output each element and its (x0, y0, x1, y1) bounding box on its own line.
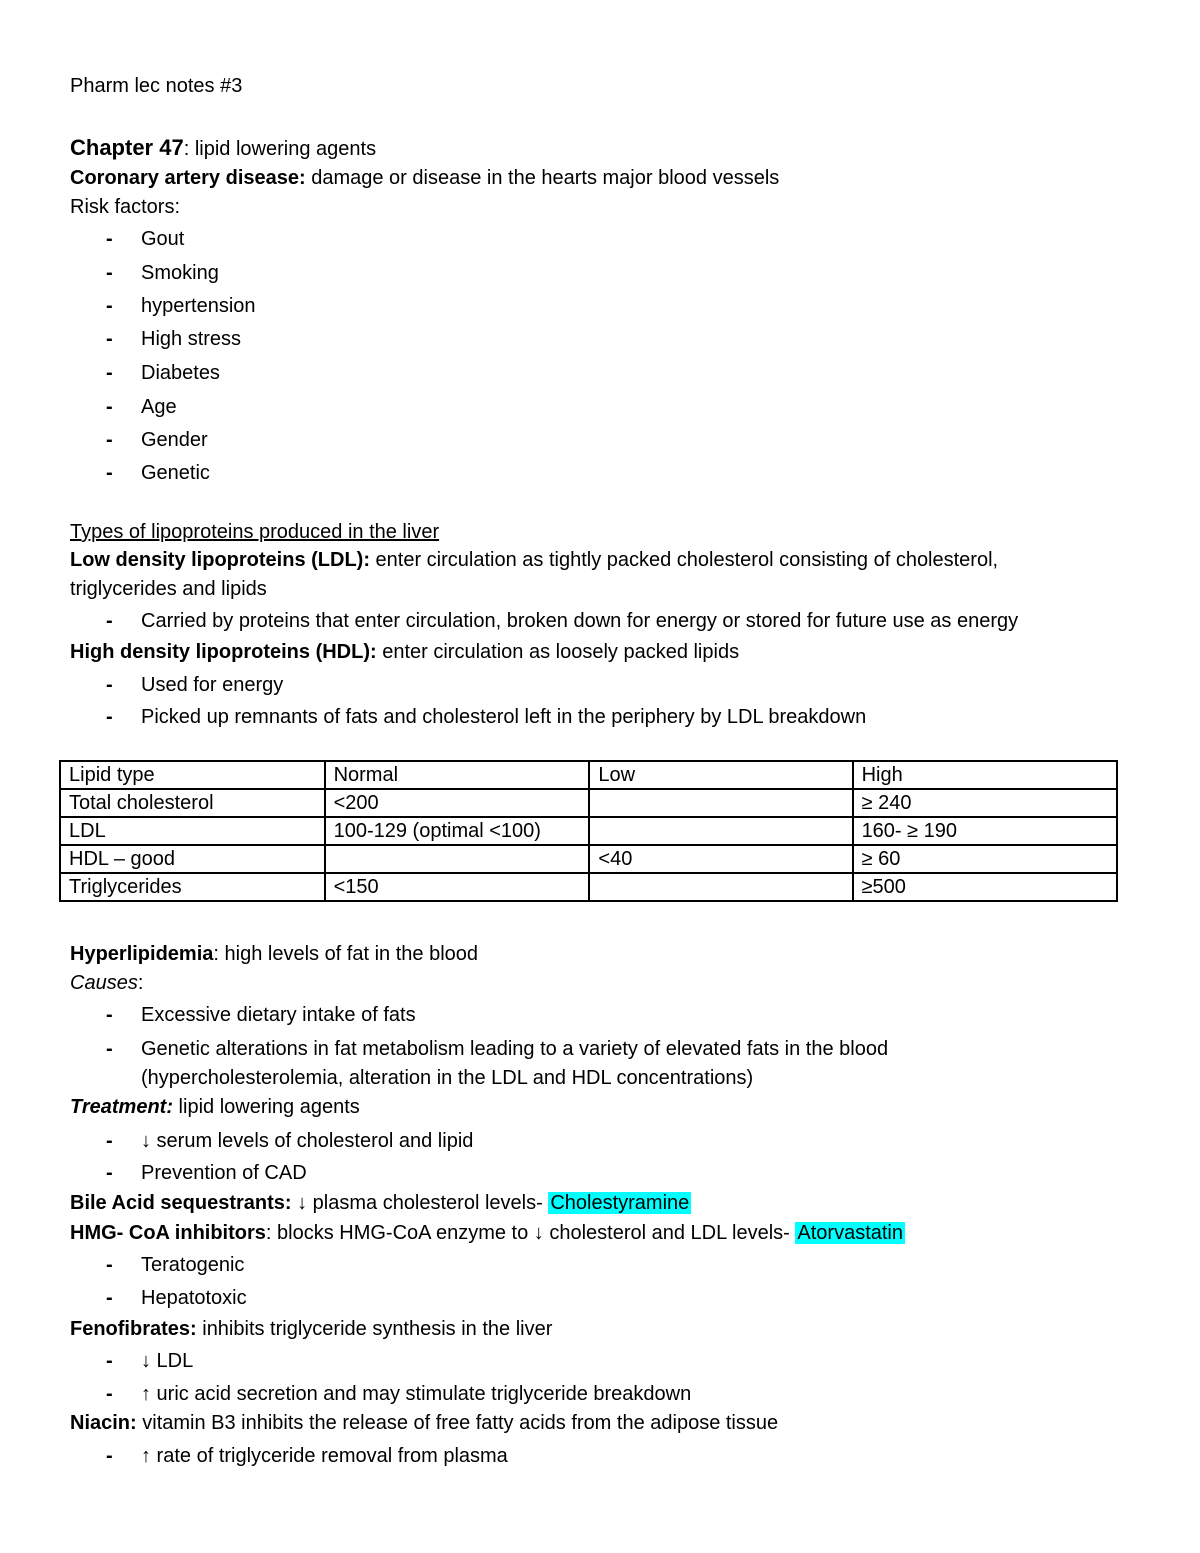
table-header-cell: Lipid type (60, 761, 325, 789)
niacin-bullet: ↑ rate of triglyceride removal from plasma (141, 1445, 508, 1467)
causes-label: Causes (70, 972, 138, 994)
table-header-row (60, 761, 1117, 789)
table-header-cell: Low (589, 761, 852, 789)
cad-definition (70, 165, 779, 191)
bile-acid-term: Bile Acid sequestrants: (70, 1192, 292, 1214)
bullet-dash: - (106, 1162, 113, 1184)
table-cell: <150 (325, 873, 590, 901)
atorvastatin-highlight: Atorvastatin (797, 1222, 903, 1244)
risk-factor-item: Gender (141, 429, 208, 451)
ldl-definition (70, 547, 998, 573)
bullet-dash: - (106, 1445, 113, 1467)
table-cell: ≥ 240 (853, 789, 1117, 817)
table-cell: ≥500 (853, 873, 1117, 901)
hdl-bullet: Used for energy (141, 674, 284, 696)
ldl-bullet: Carried by proteins that enter circulation, broken down for energy or stored for future use as energy (141, 610, 1019, 632)
fenofibrates-bullet: ↓ LDL (141, 1350, 194, 1372)
hdl-definition (70, 639, 739, 665)
ldl-definition-continued: triglycerides and lipids (70, 578, 267, 600)
hdl-bullet: Picked up remnants of fats and cholesterol left in the periphery by LDL breakdown (141, 706, 867, 728)
treatment-label: Treatment: (70, 1096, 173, 1118)
treatment-text: lipid lowering agents (173, 1096, 360, 1118)
bullet-dash: - (106, 1038, 113, 1060)
hmg-coa-text: : blocks HMG-CoA enzyme to ↓ cholesterol and LDL levels- (265, 1222, 796, 1244)
niacin-term: Niacin: (70, 1412, 137, 1434)
causes-colon: : (137, 972, 144, 994)
table-cell: <200 (325, 789, 590, 817)
table-cell: LDL (60, 817, 325, 845)
cause-item-continued: (hypercholesterolemia, alteration in the LDL and HDL concentrations) (141, 1067, 754, 1089)
table-cell: 160- ≥ 190 (853, 817, 1117, 845)
bullet-dash: - (106, 429, 113, 451)
hyperlipidemia-text: : high levels of fat in the blood (213, 943, 479, 965)
bullet-dash: - (106, 706, 113, 728)
risk-factor-item: Age (141, 396, 177, 418)
table-cell (589, 873, 852, 901)
bullet-dash: - (106, 262, 113, 284)
table-row (60, 845, 1117, 873)
bullet-dash: - (106, 295, 113, 317)
cad-term: Coronary artery disease: (70, 167, 306, 189)
risk-factors-heading: Risk factors: (70, 196, 181, 218)
bullet-dash: - (106, 1004, 113, 1026)
fenofibrates-line (70, 1316, 552, 1342)
cholestyramine-highlight: Cholestyramine (550, 1192, 690, 1214)
lipoproteins-heading: Types of lipoproteins produced in the liver (70, 521, 440, 543)
ldl-text: enter circulation as tightly packed cholesterol consisting of cholesterol, (369, 549, 999, 571)
hyperlipidemia-definition (70, 941, 478, 967)
fenofibrates-term: Fenofibrates: (70, 1318, 197, 1340)
table-cell: ≥ 60 (853, 845, 1117, 873)
niacin-line (70, 1410, 778, 1436)
bullet-dash: - (106, 396, 113, 418)
hmg-coa-term: HMG- CoA inhibitors (70, 1222, 266, 1244)
risk-factor-item: Genetic (141, 462, 210, 484)
fenofibrates-text: inhibits triglyceride synthesis in the liver (196, 1318, 553, 1340)
risk-factor-item: Gout (141, 228, 185, 250)
chapter-colon: : (183, 138, 195, 160)
cad-text: damage or disease in the hearts major blood vessels (305, 167, 780, 189)
bullet-dash: - (106, 1350, 113, 1372)
table-cell: HDL – good (60, 845, 325, 873)
table-row (60, 873, 1117, 901)
bullet-dash: - (106, 228, 113, 250)
chapter-label: Chapter 47 (70, 135, 184, 160)
hmg-coa-bullet: Hepatotoxic (141, 1287, 247, 1309)
bullet-dash: - (106, 1383, 113, 1405)
bullet-dash: - (106, 1130, 113, 1152)
cause-item: Excessive dietary intake of fats (141, 1004, 416, 1026)
bullet-dash: - (106, 610, 113, 632)
bullet-dash: - (106, 328, 113, 350)
chapter-heading (70, 135, 376, 162)
risk-factor-item: High stress (141, 328, 242, 350)
risk-factor-item: Smoking (141, 262, 219, 284)
cause-item: Genetic alterations in fat metabolism leading to a variety of elevated fats in the blood (141, 1038, 889, 1060)
bullet-dash: - (106, 1287, 113, 1309)
hmg-coa-bullet: Teratogenic (141, 1254, 245, 1276)
table-header-cell: High (853, 761, 1117, 789)
bile-acid-text: ↓ plasma cholesterol levels- (291, 1192, 549, 1214)
bullet-dash: - (106, 362, 113, 384)
fenofibrates-bullet: ↑ uric acid secretion and may stimulate triglyceride breakdown (141, 1383, 692, 1405)
bile-acid-line (70, 1190, 691, 1216)
bullet-dash: - (106, 1254, 113, 1276)
hyperlipidemia-term: Hyperlipidemia (70, 943, 214, 965)
table-cell: Total cholesterol (60, 789, 325, 817)
treatment-bullet: ↓ serum levels of cholesterol and lipid (141, 1130, 474, 1152)
table-cell (589, 789, 852, 817)
risk-factor-item: Diabetes (141, 362, 220, 384)
table-cell (325, 845, 590, 873)
table-row (60, 817, 1117, 845)
niacin-text: vitamin B3 inhibits the release of free fatty acids from the adipose tissue (136, 1412, 779, 1434)
table-cell (589, 817, 852, 845)
table-header-cell: Normal (325, 761, 590, 789)
table-cell: <40 (589, 845, 852, 873)
hdl-text: enter circulation as loosely packed lipids (376, 641, 740, 663)
treatment-line (70, 1094, 360, 1120)
bullet-dash: - (106, 462, 113, 484)
lipid-levels-table (59, 760, 1118, 902)
table-cell: 100-129 (optimal <100) (325, 817, 590, 845)
hdl-term: High density lipoproteins (HDL): (70, 641, 377, 663)
causes-heading (70, 970, 143, 996)
table-cell: Triglycerides (60, 873, 325, 901)
ldl-term: Low density lipoproteins (LDL): (70, 549, 370, 571)
table-row (60, 789, 1117, 817)
treatment-bullet: Prevention of CAD (141, 1162, 307, 1184)
chapter-text: lipid lowering agents (194, 138, 377, 160)
bullet-dash: - (106, 674, 113, 696)
risk-factor-item: hypertension (141, 295, 256, 317)
page-title: Pharm lec notes #3 (70, 75, 243, 97)
hmg-coa-line (70, 1220, 905, 1246)
